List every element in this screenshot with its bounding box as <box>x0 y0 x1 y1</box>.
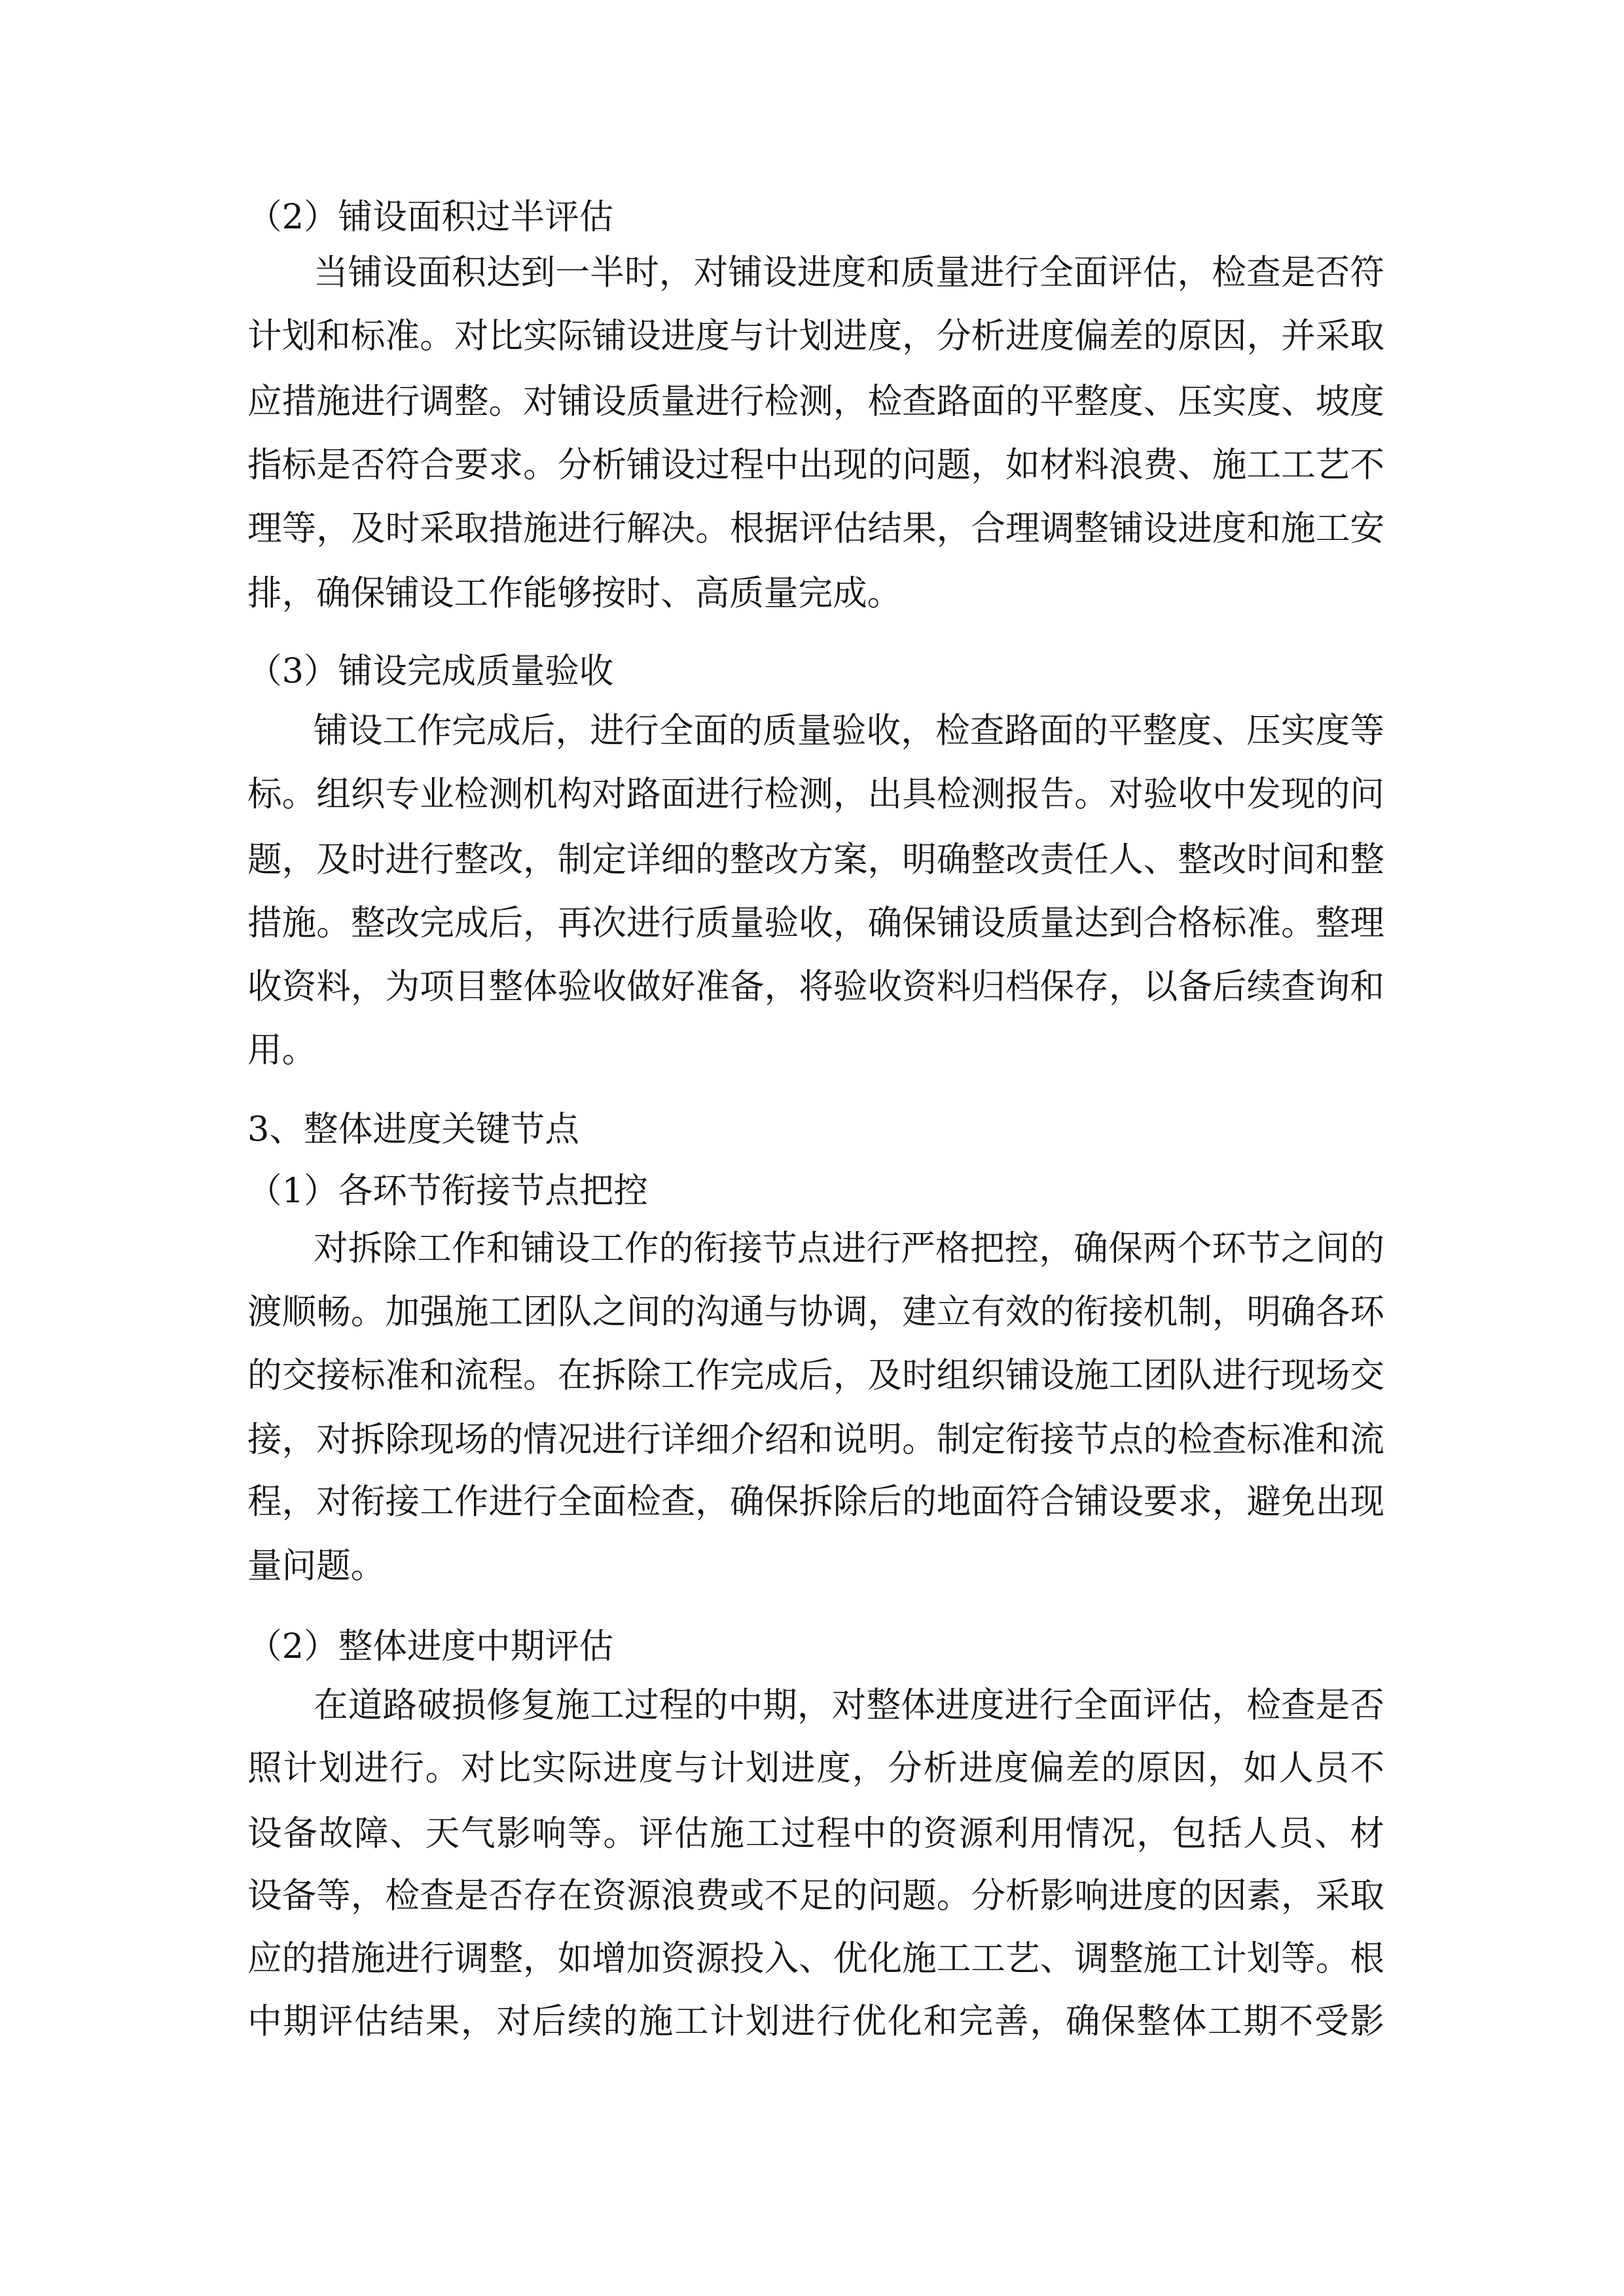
paragraph-line: 用。 <box>247 1030 317 1070</box>
paragraph-line: 中期评估结果，对后续的施工计划进行优化和完善，确保整体工期不受影 <box>247 2001 1384 2041</box>
paragraph-line: 应的措施进行调整，如增加资源投入、优化施工工艺、调整施工计划等。根 <box>247 1939 1384 1979</box>
paragraph-line: 程，对衔接工作进行全面检查，确保拆除后的地面符合铺设要求，避免出现 <box>247 1482 1384 1522</box>
paragraph-line: 理等，及时采取措施进行解决。根据评估结果，合理调整铺设进度和施工安 <box>247 509 1384 548</box>
paragraph-line: 照计划进行。对比实际进度与计划进度，分析进度偏差的原因，如人员不 <box>247 1748 1384 1788</box>
paragraph-line: 的交接标准和流程。在拆除工作完成后，及时组织铺设施工团队进行现场交 <box>247 1355 1384 1395</box>
paragraph-line: 在道路破损修复施工过程的中期，对整体进度进行全面评估，检查是否 <box>314 1685 1384 1725</box>
paragraph-line: 当铺设面积达到一半时，对铺设进度和质量进行全面评估，检查是否符 <box>314 253 1384 293</box>
subheading-paving-half-evaluation: （2）铺设面积过半评估 <box>247 197 614 237</box>
subheading-handover-control: （1）各环节衔接节点把控 <box>247 1171 648 1211</box>
paragraph-line: 接，对拆除现场的情况进行详细介绍和说明。制定衔接节点的检查标准和流 <box>247 1420 1384 1460</box>
paragraph-line: 应措施进行调整。对铺设质量进行检测，检查路面的平整度、压实度、坡度 <box>247 382 1384 422</box>
paragraph-line: 量问题。 <box>247 1546 386 1586</box>
paragraph-line: 题，及时进行整改，制定详细的整改方案，明确整改责任人、整改时间和整 <box>247 840 1384 880</box>
paragraph-line: 对拆除工作和铺设工作的衔接节点进行严格把控，确保两个环节之间的 <box>314 1229 1384 1268</box>
paragraph-line: 铺设工作完成后，进行全面的质量验收，检查路面的平整度、压实度等 <box>314 711 1384 751</box>
subheading-paving-acceptance: （3）铺设完成质量验收 <box>247 651 614 691</box>
paragraph-line: 计划和标准。对比实际铺设进度与计划进度，分析进度偏差的原因，并采取 <box>247 316 1384 356</box>
section-title-key-milestones: 3、整体进度关键节点 <box>247 1109 579 1149</box>
paragraph-line: 标。组织专业检测机构对路面进行检测，出具检测报告。对验收中发现的问 <box>247 774 1384 814</box>
paragraph-line: 设备等，检查是否存在资源浪费或不足的问题。分析影响进度的因素，采取 <box>247 1876 1384 1916</box>
paragraph-line: 收资料，为项目整体验收做好准备，将验收资料归档保存，以备后续查询和 <box>247 967 1384 1007</box>
paragraph-line: 排，确保铺设工作能够按时、高质量完成。 <box>247 573 902 613</box>
paragraph-line: 渡顺畅。加强施工团队之间的沟通与协调，建立有效的衔接机制，明确各环 <box>247 1292 1384 1332</box>
paragraph-line: 设备故障、天气影响等。评估施工过程中的资源利用情况，包括人员、材 <box>247 1814 1384 1854</box>
paragraph-line: 措施。整改完成后，再次进行质量验收，确保铺设质量达到合格标准。整理 <box>247 903 1384 943</box>
paragraph-line: 指标是否符合要求。分析铺设过程中出现的问题，如材料浪费、施工工艺不 <box>247 445 1384 485</box>
subheading-midterm-evaluation: （2）整体进度中期评估 <box>247 1626 614 1666</box>
